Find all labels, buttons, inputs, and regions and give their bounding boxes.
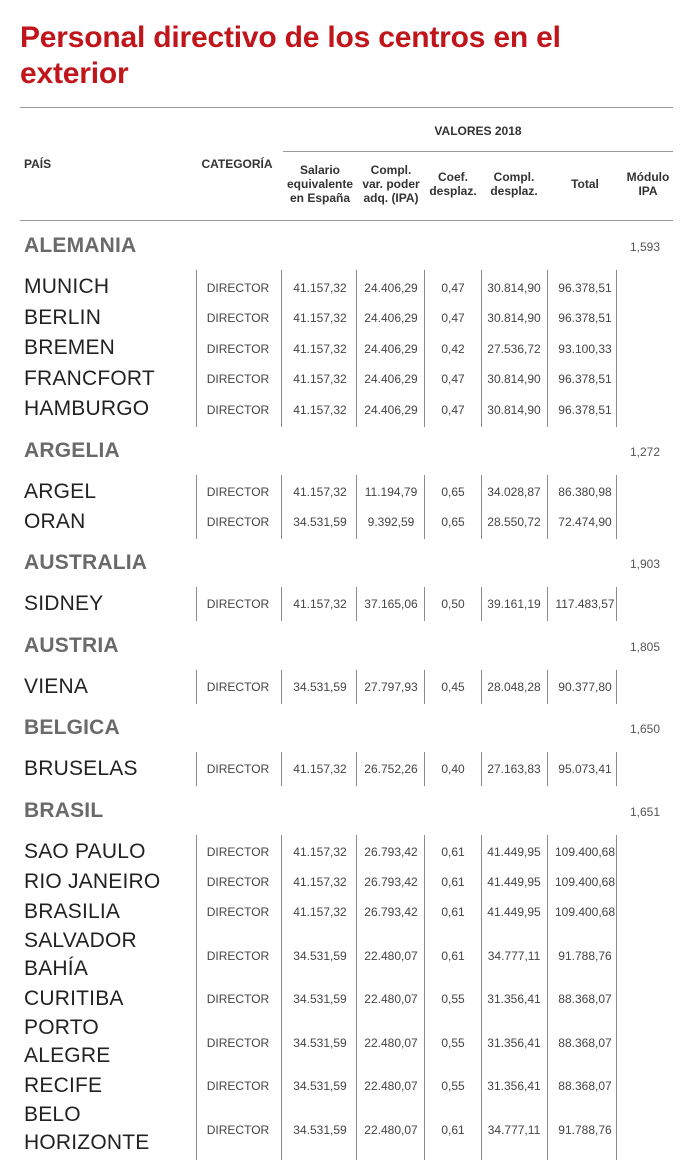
cell-salario: 34.531,59 [293,680,347,694]
column-separator [356,587,357,621]
cell-total: 109.400,68 [554,845,616,859]
cell-category: DIRECTOR [206,845,270,859]
column-separator [281,835,282,1160]
table-row [0,984,684,1014]
cell-total: 96.378,51 [558,372,612,386]
cell-coef: 0,61 [441,949,465,963]
header-salario: Salario equivalente en España [286,163,354,205]
modulo-ipa-value: 1,593 [630,240,661,254]
city-name: SIDNEY [24,592,104,615]
country-heading: ALEMANIA [24,234,137,257]
cell-salario: 41.157,32 [293,905,347,919]
column-separator [356,670,357,704]
table-row [0,303,684,333]
cell-compl-desplaz: 30.814,90 [487,281,541,295]
cell-total: 72.474,90 [558,515,612,529]
cell-compl-desplaz: 30.814,90 [487,372,541,386]
city-name: BERLIN [24,306,102,329]
column-separator [196,475,197,539]
cell-category: DIRECTOR [206,1036,270,1050]
cell-compl-var: 22.480,07 [364,1036,418,1050]
column-separator [616,670,617,704]
column-separator [281,270,282,427]
cell-total: 109.400,68 [554,875,616,889]
column-separator [547,752,548,786]
cell-category: DIRECTOR [206,949,270,963]
cell-salario: 41.157,32 [293,875,347,889]
city-name: SALVADOR BAHÍA [24,929,137,980]
city-name: SAO PAULO [24,840,146,863]
cell-compl-desplaz: 30.814,90 [487,403,541,417]
cell-compl-desplaz: 34.777,11 [487,1123,541,1137]
cell-total: 96.378,51 [558,403,612,417]
cell-compl-var: 24.406,29 [364,403,418,417]
cell-compl-desplaz: 41.449,95 [487,875,541,889]
cell-compl-desplaz: 34.028,87 [487,485,541,499]
cell-coef: 0,65 [441,485,465,499]
cell-coef: 0,47 [441,403,465,417]
cell-compl-desplaz: 41.449,95 [487,905,541,919]
column-separator [547,835,548,1160]
cell-compl-desplaz: 31.356,41 [487,1036,541,1050]
table-row [0,1101,684,1158]
cell-salario: 41.157,32 [293,281,347,295]
column-separator [424,270,425,427]
cell-category: DIRECTOR [206,485,270,499]
column-separator [481,835,482,1160]
cell-compl-var: 9.392,59 [367,515,415,529]
header-compl-desplaz: Compl. desplaz. [490,170,538,198]
column-separator [616,587,617,621]
cell-salario: 34.531,59 [293,1123,347,1137]
column-separator [424,475,425,539]
header-total: Total [571,177,599,191]
table-row [0,507,684,537]
cell-compl-desplaz: 27.536,72 [487,342,541,356]
cell-total: 96.378,51 [558,311,612,325]
cell-compl-desplaz: 31.356,41 [487,992,541,1006]
cell-category: DIRECTOR [206,342,270,356]
city-name: CURITIBA [24,987,124,1010]
cell-salario: 34.531,59 [293,1079,347,1093]
cell-category: DIRECTOR [206,680,270,694]
cell-coef: 0,42 [441,342,465,356]
cell-compl-desplaz: 31.356,41 [487,1079,541,1093]
header-pais: PAÍS [24,157,52,171]
cell-compl-desplaz: 30.814,90 [487,311,541,325]
cell-category: DIRECTOR [206,762,270,776]
cell-compl-desplaz: 41.449,95 [487,845,541,859]
cell-total: 88.368,07 [558,1079,612,1093]
cell-compl-desplaz: 39.161,19 [487,597,541,611]
table-row [0,477,684,507]
cell-coef: 0,47 [441,372,465,386]
header-coef: Coef. desplaz. [429,170,477,198]
cell-salario: 41.157,32 [293,762,347,776]
cell-total: 109.400,68 [554,905,616,919]
cell-coef: 0,55 [441,1036,465,1050]
city-name: HAMBURGO [24,397,150,420]
cell-compl-var: 22.480,07 [364,992,418,1006]
column-separator [356,752,357,786]
cell-category: DIRECTOR [206,1079,270,1093]
cell-coef: 0,61 [441,875,465,889]
cell-salario: 41.157,32 [293,597,347,611]
city-name: ORAN [24,510,86,533]
cell-compl-desplaz: 27.163,83 [487,762,541,776]
cell-compl-var: 24.406,29 [364,311,418,325]
cell-category: DIRECTOR [206,905,270,919]
cell-category: DIRECTOR [206,311,270,325]
cell-compl-var: 22.480,07 [364,1079,418,1093]
cell-total: 90.377,80 [558,680,612,694]
modulo-ipa-value: 1,903 [630,557,661,571]
header-valores: VALORES 2018 [434,124,522,138]
table-row [0,272,684,303]
cell-salario: 41.157,32 [293,485,347,499]
table-row [0,837,684,867]
cell-coef: 0,50 [441,597,465,611]
modulo-ipa-value: 1,651 [630,805,661,819]
cell-category: DIRECTOR [206,875,270,889]
modulo-ipa-value: 1,805 [630,640,661,654]
column-separator [196,752,197,786]
column-separator [424,835,425,1160]
cell-total: 95.073,41 [558,762,612,776]
column-separator [547,670,548,704]
page-title: Personal directivo de los centros en el exterior [20,21,561,90]
cell-category: DIRECTOR [206,372,270,386]
table-row [0,1014,684,1071]
cell-salario: 34.531,59 [293,1036,347,1050]
column-separator [547,587,548,621]
header-compl-var: Compl. var. poder adq. (IPA) [362,163,420,205]
cell-total: 88.368,07 [558,992,612,1006]
cell-salario: 41.157,32 [293,372,347,386]
country-heading: BRASIL [24,799,104,822]
column-separator [481,475,482,539]
cell-compl-var: 26.793,42 [364,875,418,889]
column-separator [616,270,617,427]
column-separator [356,270,357,427]
table-row [0,927,684,984]
table-row [0,867,684,897]
cell-total: 117.483,57 [555,597,615,611]
table-row [0,589,684,619]
city-name: VIENA [24,675,89,698]
city-name: RECIFE [24,1074,103,1097]
cell-salario: 41.157,32 [293,845,347,859]
cell-compl-var: 26.793,42 [364,905,418,919]
modulo-ipa-value: 1,650 [630,722,661,736]
cell-coef: 0,47 [441,281,465,295]
cell-total: 86.380,98 [558,485,612,499]
country-heading: BELGICA [24,716,120,739]
table-row [0,1071,684,1101]
cell-compl-var: 26.793,42 [364,845,418,859]
city-name: MUNICH [24,275,110,298]
city-name: ARGEL [24,480,97,503]
cell-salario: 34.531,59 [293,515,347,529]
column-separator [481,670,482,704]
cell-coef: 0,55 [441,1079,465,1093]
cell-total: 88.368,07 [558,1036,612,1050]
cell-salario: 41.157,32 [293,311,347,325]
column-separator [616,752,617,786]
column-separator [196,670,197,704]
column-separator [547,475,548,539]
cell-coef: 0,61 [441,845,465,859]
column-separator [356,835,357,1160]
cell-coef: 0,45 [441,680,465,694]
cell-compl-var: 22.480,07 [364,949,418,963]
city-name: PORTO ALEGRE [24,1016,111,1067]
column-separator [481,752,482,786]
column-separator [424,752,425,786]
cell-salario: 34.531,59 [293,949,347,963]
cell-category: DIRECTOR [206,515,270,529]
cell-coef: 0,47 [441,311,465,325]
column-separator [481,587,482,621]
cell-compl-var: 24.406,29 [364,281,418,295]
cell-compl-var: 11.194,79 [364,485,418,499]
cell-total: 91.788,76 [558,1123,612,1137]
cell-category: DIRECTOR [206,597,270,611]
modulo-ipa-value: 1,272 [630,445,661,459]
cell-compl-var: 37.165,06 [364,597,418,611]
city-name: BELO HORIZONTE [24,1103,150,1154]
cell-compl-var: 24.406,29 [364,372,418,386]
column-separator [281,587,282,621]
column-separator [281,752,282,786]
cell-coef: 0,40 [441,762,465,776]
cell-salario: 41.157,32 [293,403,347,417]
cell-salario: 34.531,59 [293,992,347,1006]
cell-compl-var: 26.752,26 [364,762,418,776]
table-row [0,897,684,927]
cell-compl-desplaz: 28.550,72 [487,515,541,529]
header-categoria: CATEGORÍA [201,157,273,171]
column-separator [196,270,197,427]
table-row [0,394,684,425]
city-name: BRUSELAS [24,757,138,780]
cell-compl-var: 22.480,07 [364,1123,418,1137]
country-heading: AUSTRIA [24,634,119,657]
cell-category: DIRECTOR [206,281,270,295]
column-separator [196,587,197,621]
column-separator [356,475,357,539]
cell-coef: 0,65 [441,515,465,529]
cell-compl-desplaz: 34.777,11 [487,949,541,963]
column-separator [281,670,282,704]
cell-total: 93.100,33 [558,342,612,356]
cell-coef: 0,61 [441,1123,465,1137]
table-row [0,754,684,784]
column-separator [424,670,425,704]
column-separator [547,270,548,427]
column-separator [616,475,617,539]
column-separator [616,835,617,1160]
city-name: BREMEN [24,336,116,359]
cell-salario: 41.157,32 [293,342,347,356]
city-name: RIO JANEIRO [24,870,161,893]
city-name: BRASILIA [24,900,121,923]
country-heading: AUSTRALIA [24,551,148,574]
city-name: FRANCFORT [24,367,155,390]
cell-total: 91.788,76 [558,949,612,963]
cell-compl-var: 24.406,29 [364,342,418,356]
column-separator [281,475,282,539]
table-row [0,333,684,364]
country-heading: ARGELIA [24,439,120,462]
cell-total: 96.378,51 [558,281,612,295]
cell-coef: 0,55 [441,992,465,1006]
header-modulo-ipa: Módulo IPA [626,170,670,198]
table-row [0,364,684,394]
column-separator [481,270,482,427]
column-separator [196,835,197,1160]
table-row [0,672,684,702]
cell-compl-var: 27.797,93 [364,680,418,694]
cell-category: DIRECTOR [206,1123,270,1137]
cell-coef: 0,61 [441,905,465,919]
cell-category: DIRECTOR [206,403,270,417]
cell-compl-desplaz: 28.048,28 [487,680,541,694]
column-separator [424,587,425,621]
cell-category: DIRECTOR [206,992,270,1006]
